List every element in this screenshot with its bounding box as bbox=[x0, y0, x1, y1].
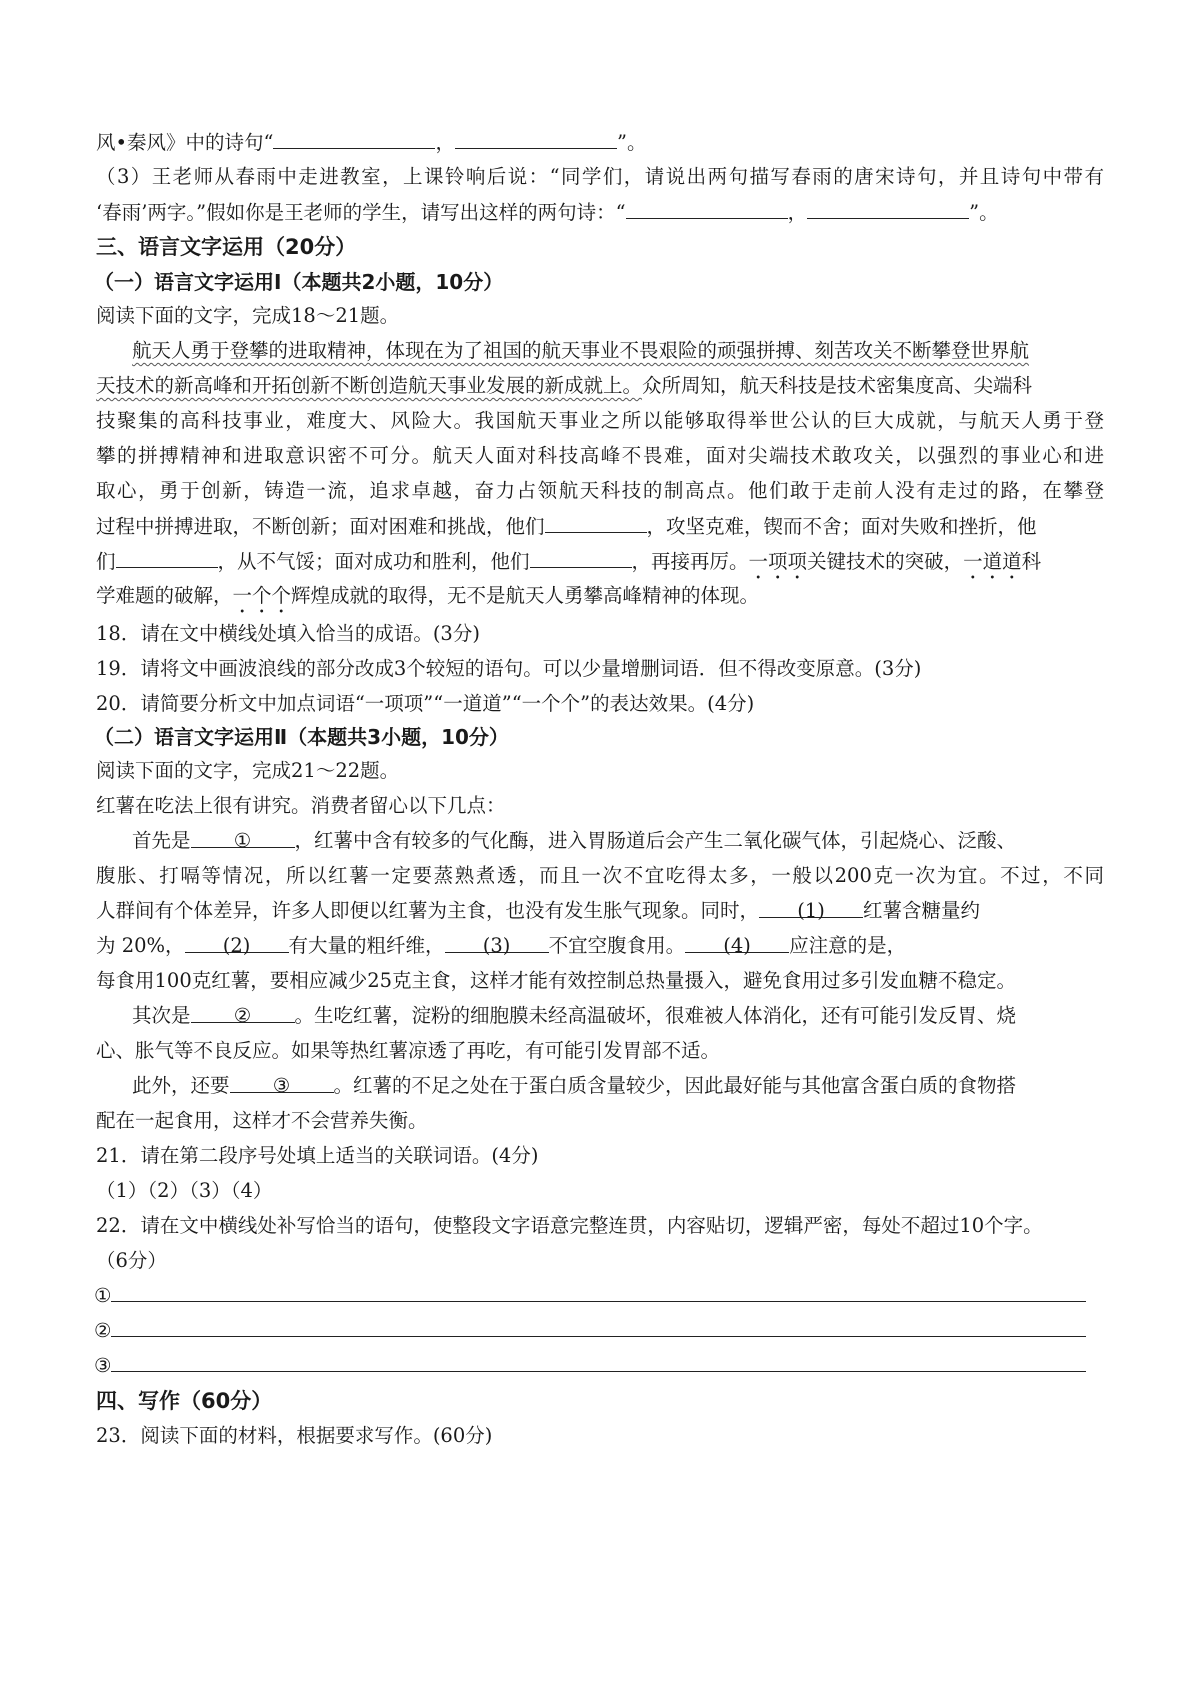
passage-text: 不宜空腹食用。 bbox=[548, 934, 686, 957]
dotted-word: 一道道 bbox=[963, 550, 1022, 573]
dotted-word: 一项项 bbox=[748, 550, 808, 573]
passage-text: ，红薯中含有较多的气化酶，进入胃肠道后会产生二氧化碳气体，引起烧心、泛酸、 bbox=[294, 829, 1017, 852]
sentence-blank-2[interactable]: ② bbox=[191, 1001, 295, 1023]
answer-number: ② bbox=[94, 1319, 112, 1342]
passage2-line10: 配在一起食用，这样才不会营养失衡。 bbox=[96, 1109, 428, 1132]
answer-number: ③ bbox=[94, 1354, 112, 1377]
passage-text: 学难题的破解， bbox=[96, 584, 233, 607]
passage1-line6 bbox=[96, 511, 1037, 542]
answer-blank[interactable] bbox=[455, 127, 617, 149]
q17-line3-text: ‘春雨’两字。”假如你是王老师的学生，请写出这样的两句诗：“ bbox=[96, 201, 626, 224]
idiom-blank[interactable] bbox=[545, 511, 647, 533]
q17-part3-line2 bbox=[96, 197, 999, 228]
question-22: 22．请在文中横线处补写恰当的语句，使整段文字语意完整连贯，内容贴切，逻辑严密，每处不超过10个字。 bbox=[96, 1214, 1043, 1237]
passage2-line3: 腹胀、打嗝等情况，所以红薯一定要蒸熟煮透，而且一次不宜吃得太多，一般以200克一次为宜。不过，不同 bbox=[96, 864, 1104, 887]
passage-text: 。红薯的不足之处在于蛋白质含量较少，因此最好能与其他富含蛋白质的食物搭 bbox=[333, 1074, 1017, 1097]
passage1-line8 bbox=[96, 581, 759, 618]
comma: ， bbox=[435, 131, 455, 154]
close-quote: ”。 bbox=[617, 131, 647, 154]
passage2-line4 bbox=[96, 896, 980, 926]
passage-text: 为 20%， bbox=[96, 934, 185, 957]
passage-text: 有大量的粗纤维， bbox=[288, 934, 445, 957]
part1-title: （一）语言文字运用Ⅰ（本题共2小题，10分） bbox=[94, 270, 504, 294]
answer-input-line[interactable] bbox=[111, 1351, 1086, 1372]
question-21: 21．请在第二段序号处填上适当的关联词语。(4分) bbox=[96, 1144, 539, 1167]
q17-part3-line1: （3）王老师从春雨中走进教室，上课铃响后说：“同学们，请说出两句描写春雨的唐宋诗句，并且诗句中带有 bbox=[96, 165, 1104, 188]
passage-text: 辉煌成就的取得，无不是航天人勇攀高峰精神的体现。 bbox=[291, 584, 760, 607]
part1-intro: 阅读下面的文字，完成18～21题。 bbox=[96, 304, 400, 327]
passage-text: 人群间有个体差异，许多人即便以红薯为主食，也没有发生胀气现象。同时， bbox=[96, 899, 760, 922]
connective-blank-4[interactable]: (4) bbox=[685, 931, 789, 953]
question-21-answer-labels: （1）（2）（3）（4） bbox=[96, 1179, 273, 1202]
answer-line-1 bbox=[94, 1281, 1086, 1311]
connective-blank-2[interactable]: (2) bbox=[185, 931, 289, 953]
passage1-line4: 攀的拼搏精神和进取意识密不可分。航天人面对科技高峰不畏难，面对尖端技术敢攻关，以强烈的事业心和进 bbox=[96, 444, 1104, 467]
passage2-line5 bbox=[96, 931, 906, 961]
passage-text: ，从不气馁；面对成功和胜利，他们 bbox=[217, 550, 530, 573]
passage-text: 首先是 bbox=[132, 829, 191, 852]
passage-text: 此外，还要 bbox=[132, 1074, 230, 1097]
question-22-score: （6分） bbox=[96, 1249, 167, 1272]
wavy-underlined-text: 天技术的新高峰和开拓创新不断创造航天事业发展的新成就上。 bbox=[96, 374, 643, 397]
question-23: 23．阅读下面的材料，根据要求写作。(60分) bbox=[96, 1424, 493, 1447]
passage2-line2 bbox=[132, 826, 1016, 856]
passage-text: 红薯含糖量约 bbox=[863, 899, 981, 922]
passage-text: 科 bbox=[1021, 550, 1042, 573]
connective-blank-3[interactable]: (3) bbox=[445, 931, 549, 953]
sentence-blank-1[interactable]: ① bbox=[191, 826, 295, 848]
connective-blank-1[interactable]: (1) bbox=[759, 896, 863, 918]
passage-text: ，攻坚克难，锲而不舍；面对失败和挫折，他 bbox=[646, 515, 1037, 538]
passage1-line5: 取心，勇于创新，铸造一流，追求卓越，奋力占领航天科技的制高点。他们敢于走前人没有走过的路，在攀登 bbox=[96, 479, 1104, 502]
answer-blank[interactable] bbox=[273, 127, 435, 149]
idiom-blank[interactable] bbox=[530, 546, 632, 568]
close-quote: ”。 bbox=[969, 201, 999, 224]
sentence-blank-3[interactable]: ③ bbox=[230, 1071, 334, 1093]
passage2-line7 bbox=[132, 1001, 1016, 1031]
dotted-word: 一个个 bbox=[232, 584, 292, 607]
answer-line-2 bbox=[94, 1316, 1086, 1346]
passage1-line2 bbox=[96, 371, 1032, 401]
passage1-line3: 技聚集的高科技事业，难度大、风险大。我国航天事业之所以能够取得举世公认的巨大成就，与航天人勇于登 bbox=[96, 409, 1104, 432]
passage1-line7 bbox=[96, 546, 1041, 584]
passage-text: 众所周知，航天科技是技术密集度高、尖端科 bbox=[642, 374, 1033, 397]
question-18: 18．请在文中横线处填入恰当的成语。(3分) bbox=[96, 622, 480, 645]
q17-line1 bbox=[96, 127, 646, 158]
part2-intro: 阅读下面的文字，完成21～22题。 bbox=[96, 759, 400, 782]
comma: ， bbox=[787, 201, 808, 224]
question-20: 20．请简要分析文中加点词语“一项项”“一道道”“一个个”的表达效果。(4分) bbox=[96, 692, 755, 715]
passage2-line6: 每食用100克红薯，要相应减少25克主食，这样才能有效控制总热量摄入，避免食用过多引发血糖不稳定。 bbox=[96, 969, 1017, 992]
passage-text: 们 bbox=[96, 550, 116, 573]
question-19: 19．请将文中画波浪线的部分改成3个较短的语句。可以少量增删词语．但不得改变原意。(3分) bbox=[96, 657, 922, 680]
passage-text: 应注意的是， bbox=[789, 934, 907, 957]
answer-blank[interactable] bbox=[807, 197, 969, 219]
passage-text: ，再接再厉。 bbox=[631, 550, 749, 573]
section3-title: 三、语言文字运用（20分） bbox=[96, 235, 357, 259]
idiom-blank[interactable] bbox=[116, 546, 218, 568]
answer-input-line[interactable] bbox=[111, 1281, 1086, 1302]
wavy-underlined-text: 航天人勇于登攀的进取精神，体现在为了祖国的航天事业不畏艰险的顽强拼搏、刻苦攻关不断攀登世界航 bbox=[132, 339, 1030, 362]
passage-text: 其次是 bbox=[132, 1004, 191, 1027]
answer-blank[interactable] bbox=[626, 197, 788, 219]
q17-line1-text: 风•秦风》中的诗句“ bbox=[96, 131, 274, 154]
passage2-line1: 红薯在吃法上很有讲究。消费者留心以下几点： bbox=[96, 794, 506, 817]
section4-title: 四、写作（60分） bbox=[96, 1389, 273, 1413]
answer-number: ① bbox=[94, 1284, 112, 1307]
passage-text: 过程中拼搏进取，不断创新；面对困难和挑战，他们 bbox=[96, 515, 545, 538]
part2-title: （二）语言文字运用Ⅱ（本题共3小题，10分） bbox=[94, 725, 509, 749]
passage2-line9 bbox=[132, 1071, 1016, 1101]
answer-input-line[interactable] bbox=[111, 1316, 1086, 1337]
passage-text: 。生吃红薯，淀粉的细胞膜未经高温破坏，很难被人体消化，还有可能引发反胃、烧 bbox=[294, 1004, 1017, 1027]
passage2-line8: 心、胀气等不良反应。如果等热红薯凉透了再吃，有可能引发胃部不适。 bbox=[96, 1039, 721, 1062]
passage-text: 关键技术的突破， bbox=[807, 550, 964, 573]
passage1-line1 bbox=[132, 336, 1029, 366]
answer-line-3 bbox=[94, 1351, 1086, 1381]
